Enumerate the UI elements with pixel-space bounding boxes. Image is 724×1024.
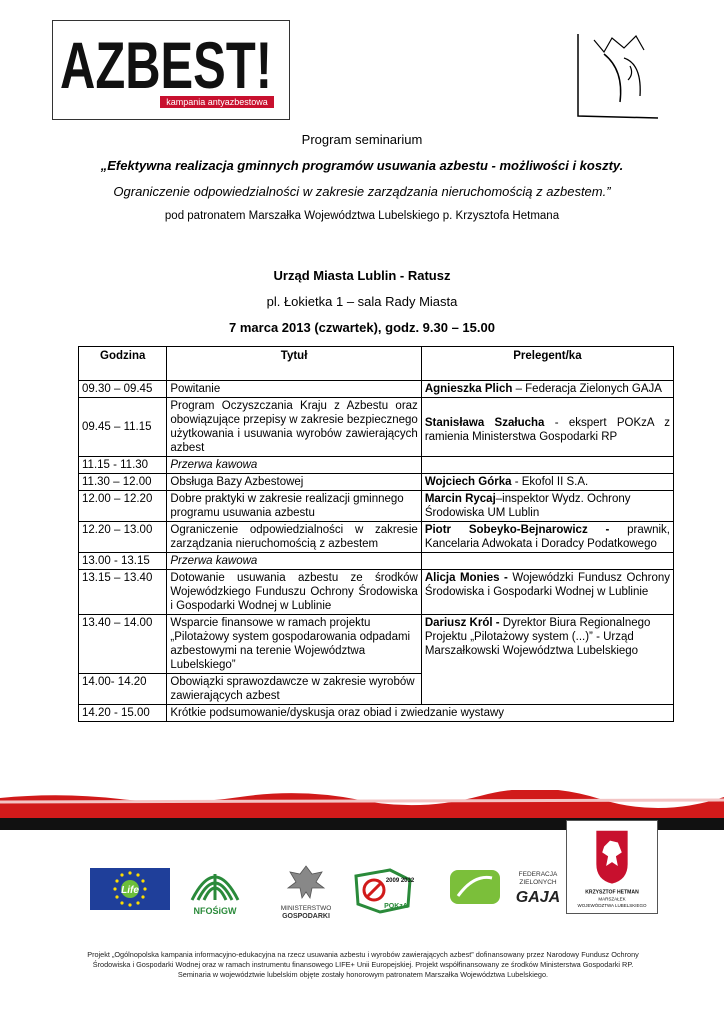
- table-header-row: [79, 347, 674, 381]
- speaker-affiliation: Dyrektor Biura Regionalnego Projektu „Pilotażowy system (...)” - Urząd Marszałkowski Województwa Lubelskiego: [424, 617, 651, 657]
- table-row: [79, 491, 674, 522]
- title-cell: Krótkie podsumowanie/dyskusja oraz obiad i zwiedzanie wystawy: [167, 705, 674, 722]
- speaker-cell: [421, 615, 673, 705]
- pokza-years: 2009 2032: [385, 878, 415, 884]
- speaker-name: Alicja Monies -: [424, 572, 508, 584]
- speaker-affiliation: - ekspert POKzA z ramienia Ministerstwa Gospodarki RP: [424, 417, 670, 443]
- patronage-note: pod patronatem Marszałka Województwa Lubelskiego p. Krzysztofa Hetmana: [164, 210, 560, 222]
- speaker-cell: [421, 474, 673, 491]
- sketch-drawing-icon: [574, 30, 662, 122]
- speaker-affiliation: - Ekofol II S.A.: [511, 476, 589, 488]
- speaker-name: Wojciech Górka: [424, 476, 512, 488]
- table-row: [79, 522, 674, 553]
- nfosigw-logo: [186, 860, 244, 918]
- speaker-affiliation: – Federacja Zielonych GAJA: [512, 383, 662, 395]
- speaker-affiliation: –inspektor Wydz. Ochrony Środowiska UM Lublin: [424, 493, 631, 519]
- time-cell: 09.30 – 09.45: [79, 381, 167, 398]
- speaker-name: Marcin Rycaj: [424, 493, 496, 505]
- nfosigw-text: NFOŚiGW: [193, 906, 237, 916]
- gaja-text-1: FEDERACJA: [518, 871, 558, 878]
- table-row: [79, 570, 674, 615]
- title-cell: Przerwa kawowa: [167, 457, 421, 474]
- speaker-name: Dariusz Król -: [424, 617, 500, 629]
- speaker-cell: [421, 398, 673, 457]
- time-cell: 13.40 – 14.00: [79, 615, 167, 674]
- column-header-speaker: Prelegent/ka: [421, 347, 673, 381]
- pokza-logo: [350, 866, 416, 914]
- title-cell: Dotowanie usuwania azbestu ze środków Wojewódzkiego Funduszu Ochrony Środowiska i Gospodarki Wodnej w Lublinie: [167, 570, 421, 615]
- title-cell: Dobre praktyki w zakresie realizacji gminnego programu usuwania azbestu: [167, 491, 421, 522]
- pokza-text: POKzA: [384, 903, 408, 910]
- speaker-cell: [421, 457, 673, 474]
- azbest-logo-tagline: kampania antyazbestowa: [160, 96, 274, 108]
- title-cell: Wsparcie finansowe w ramach projektu „Pilotażowy system gospodarowania odpadami azbestowymi na terenie Województwa Lubelskiego”: [167, 615, 421, 674]
- gaja-logo: [448, 864, 572, 910]
- speaker-affiliation: prawnik, Kancelaria Adwokata i Doradcy Podatkowego: [424, 524, 670, 550]
- title-cell: Przerwa kawowa: [167, 553, 421, 570]
- table-row: [79, 457, 674, 474]
- eu-life-text: Life: [121, 885, 139, 896]
- title-cell: Obowiązki sprawozdawcze w zakresie wyrobów zawierających azbest: [167, 674, 421, 705]
- venue: Urząd Miasta Lublin - Ratusz: [273, 268, 451, 283]
- address: pl. Łokietka 1 – sala Rady Miasta: [266, 294, 458, 309]
- table-row: [79, 615, 674, 674]
- table-row: [79, 398, 674, 457]
- title-cell: Ograniczenie odpowiedzialności w zakresie zarządzania nieruchomością z azbestem: [167, 522, 421, 553]
- table-row: [79, 474, 674, 491]
- lubelskie-text-1: KRZYSZTOF HETMAN: [585, 889, 639, 896]
- table-row: [79, 553, 674, 570]
- speaker-cell: [421, 491, 673, 522]
- time-cell: 14.00- 14.20: [79, 674, 167, 705]
- column-header-title: Tytuł: [167, 347, 421, 381]
- ministry-text-1: MINISTERSTWO: [280, 905, 332, 912]
- speaker-cell: [421, 522, 673, 553]
- lubelskie-text-2: MARSZAŁEK: [598, 896, 626, 902]
- title-cell: Obsługa Bazy Azbestowej: [167, 474, 421, 491]
- event-date: 7 marca 2013 (czwartek), godz. 9.30 – 15.00: [229, 320, 495, 335]
- time-cell: 11.15 - 11.30: [79, 457, 167, 474]
- speaker-cell: [421, 553, 673, 570]
- title-cell: Powitanie: [167, 381, 421, 398]
- lubelskie-text-3: WOJEWÓDZTWA LUBELSKIEGO: [577, 903, 647, 909]
- title-cell: Program Oczyszczania Kraju z Azbestu oraz obowiązujące przepisy w zakresie bezpiecznego użytkowania i usuwania wyrobów zawierających azbest: [167, 398, 421, 457]
- eu-life-logo: [90, 868, 170, 910]
- time-cell: 12.20 – 13.00: [79, 522, 167, 553]
- time-cell: 11.30 – 12.00: [79, 474, 167, 491]
- seminar-title: „Efektywna realizacja gminnych programów usuwania azbestu - możliwości i koszty.: [100, 158, 624, 173]
- table-row: [79, 381, 674, 398]
- speaker-name: Stanisława Szałucha: [424, 417, 545, 429]
- azbest-logo-text: AZBEST!: [60, 28, 272, 96]
- ministry-logo: [266, 862, 346, 922]
- lubelskie-marshal-logo: [566, 820, 658, 914]
- gaja-text-2: ZIELONYCH: [519, 879, 557, 886]
- azbest-logo: [58, 28, 276, 96]
- table-row: [79, 705, 674, 722]
- footer-note: Projekt „Ogólnopolska kampania informacyjno-edukacyjna na rzecz usuwania azbestu i wyrobów zawierających azbest” dofinansowany przez Narodowy Fundusz Ochrony Środowiska i Gospodarki Wodnej oraz w ramach instrumentu finansowego LIFE+ Unii Europejskiej. Projekt współfinansowany ze środków Ministerstwa Gospodarki RP. Seminaria w województwie lubelskim objęte zostały honorowym patronatem Marszałka Województwa Lubelskiego.: [87, 950, 639, 979]
- schedule-table: [78, 346, 674, 722]
- time-cell: 13.15 – 13.40: [79, 570, 167, 615]
- speaker-name: Piotr Sobeyko-Bejnarowicz -: [424, 524, 610, 536]
- time-cell: 14.20 - 15.00: [79, 705, 167, 722]
- speaker-cell: [421, 570, 673, 615]
- program-heading: Program seminarium: [301, 132, 423, 147]
- speaker-cell: [421, 381, 673, 398]
- speaker-name: Agnieszka Plich: [424, 383, 513, 395]
- time-cell: 09.45 – 11.15: [79, 398, 167, 457]
- column-header-time: Godzina: [79, 347, 167, 381]
- time-cell: 12.00 – 12.20: [79, 491, 167, 522]
- seminar-subtitle: Ograniczenie odpowiedzialności w zakresie zarządzania nieruchomością z azbestem.”: [113, 184, 611, 199]
- ministry-text-2: GOSPODARKI: [282, 913, 330, 920]
- speaker-affiliation: Wojewódzki Fundusz Ochrony Środowiska i Gospodarki Wodnej w Lublinie: [424, 572, 670, 598]
- time-cell: 13.00 - 13.15: [79, 553, 167, 570]
- gaja-text-3: GAJA: [515, 889, 561, 906]
